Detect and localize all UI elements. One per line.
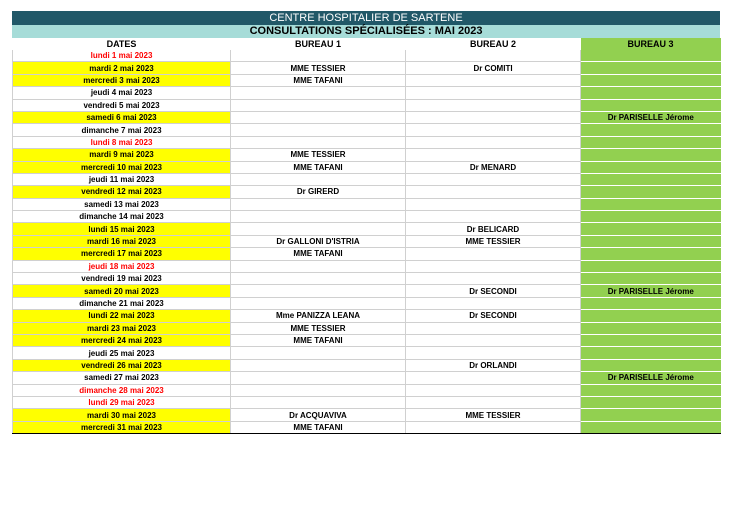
table-row: [13, 359, 721, 371]
bureau-3-cell: [581, 322, 721, 334]
bureau-2-cell: [406, 198, 581, 210]
bureau-1-cell: MME TESSIER: [231, 149, 406, 161]
bureau-2-cell: Dr ORLANDI: [406, 359, 581, 371]
date-cell: dimanche 14 mai 2023: [13, 211, 231, 223]
date-cell: lundi 1 mai 2023: [13, 50, 231, 62]
column-header-dates: DATES: [13, 38, 231, 50]
bureau-1-cell: [231, 297, 406, 309]
bureau-3-cell: [581, 421, 721, 433]
bureau-3-cell: [581, 347, 721, 359]
bureau-1-cell: Dr GALLONI D'ISTRIA: [231, 235, 406, 247]
table-row: [13, 260, 721, 272]
bureau-3-cell: [581, 396, 721, 408]
bureau-1-cell: Dr ACQUAVIVA: [231, 409, 406, 421]
date-cell: vendredi 12 mai 2023: [13, 186, 231, 198]
bureau-2-cell: [406, 384, 581, 396]
bureau-2-cell: [406, 149, 581, 161]
bureau-3-cell: [581, 136, 721, 148]
bureau-3-cell: [581, 99, 721, 111]
table-row: [13, 421, 721, 433]
table-row: [13, 384, 721, 396]
table-row: [13, 211, 721, 223]
date-cell: samedi 13 mai 2023: [13, 198, 231, 210]
table-row: [13, 235, 721, 247]
bureau-3-cell: [581, 50, 721, 62]
bureau-2-cell: Dr COMITI: [406, 62, 581, 74]
table-row: [13, 87, 721, 99]
date-cell: samedi 20 mai 2023: [13, 285, 231, 297]
bureau-1-cell: [231, 285, 406, 297]
date-cell: dimanche 7 mai 2023: [13, 124, 231, 136]
table-row: [13, 124, 721, 136]
bureau-2-cell: Dr BELICARD: [406, 223, 581, 235]
bureau-1-cell: [231, 359, 406, 371]
bureau-1-cell: [231, 211, 406, 223]
table-row: [13, 74, 721, 86]
date-cell: lundi 8 mai 2023: [13, 136, 231, 148]
table-row: [13, 372, 721, 384]
bureau-3-cell: [581, 248, 721, 260]
table-row: [13, 50, 721, 62]
bureau-1-cell: MME TESSIER: [231, 322, 406, 334]
bureau-2-cell: [406, 124, 581, 136]
table-row: [13, 99, 721, 111]
bureau-1-cell: [231, 347, 406, 359]
bureau-1-cell: [231, 99, 406, 111]
date-cell: mercredi 24 mai 2023: [13, 334, 231, 346]
bureau-3-cell: [581, 173, 721, 185]
date-cell: jeudi 18 mai 2023: [13, 260, 231, 272]
date-cell: lundi 15 mai 2023: [13, 223, 231, 235]
bureau-2-cell: [406, 260, 581, 272]
column-header-bureau-1: BUREAU 1: [231, 38, 406, 50]
date-cell: dimanche 28 mai 2023: [13, 384, 231, 396]
bureau-2-cell: Dr MENARD: [406, 161, 581, 173]
bureau-2-cell: MME TESSIER: [406, 409, 581, 421]
bureau-1-cell: MME TAFANI: [231, 161, 406, 173]
table-row: [13, 396, 721, 408]
bureau-1-cell: MME TAFANI: [231, 334, 406, 346]
bureau-1-cell: [231, 111, 406, 123]
date-cell: samedi 27 mai 2023: [13, 372, 231, 384]
bureau-1-cell: [231, 260, 406, 272]
table-row: [13, 198, 721, 210]
bureau-1-cell: MME TAFANI: [231, 421, 406, 433]
table-row: [13, 273, 721, 285]
bureau-1-cell: MME TESSIER: [231, 62, 406, 74]
table-row: [13, 111, 721, 123]
bureau-3-cell: [581, 359, 721, 371]
bureau-1-cell: [231, 384, 406, 396]
bureau-3-cell: [581, 74, 721, 86]
hospital-title: CENTRE HOSPITALIER DE SARTENE: [12, 11, 720, 25]
date-cell: mercredi 17 mai 2023: [13, 248, 231, 260]
column-header-bureau-3: BUREAU 3: [581, 38, 721, 50]
table-row: [13, 161, 721, 173]
bureau-2-cell: [406, 136, 581, 148]
bureau-3-cell: [581, 235, 721, 247]
bureau-3-cell: [581, 409, 721, 421]
bureau-3-cell: [581, 297, 721, 309]
bureau-3-cell: Dr PARISELLE Jérome: [581, 372, 721, 384]
table-row: [13, 297, 721, 309]
bureau-2-cell: [406, 111, 581, 123]
bureau-3-cell: [581, 223, 721, 235]
bureau-2-cell: [406, 322, 581, 334]
bureau-1-cell: MME TAFANI: [231, 74, 406, 86]
table-row: [13, 347, 721, 359]
bureau-1-cell: [231, 273, 406, 285]
date-cell: mardi 30 mai 2023: [13, 409, 231, 421]
table-row: [13, 223, 721, 235]
bureau-3-cell: [581, 211, 721, 223]
date-cell: lundi 22 mai 2023: [13, 310, 231, 322]
table-row: [13, 136, 721, 148]
bureau-2-cell: [406, 372, 581, 384]
bureau-1-cell: [231, 173, 406, 185]
table-row: [13, 186, 721, 198]
bureau-1-cell: [231, 372, 406, 384]
bureau-2-cell: [406, 186, 581, 198]
schedule-rows: [13, 50, 721, 434]
bureau-2-cell: [406, 87, 581, 99]
date-cell: jeudi 4 mai 2023: [13, 87, 231, 99]
bureau-1-cell: [231, 396, 406, 408]
bureau-2-cell: [406, 273, 581, 285]
bureau-2-cell: [406, 347, 581, 359]
bureau-1-cell: [231, 198, 406, 210]
date-cell: samedi 6 mai 2023: [13, 111, 231, 123]
bureau-2-cell: [406, 99, 581, 111]
bureau-3-cell: [581, 87, 721, 99]
header-row: [13, 38, 721, 50]
bureau-1-cell: MME TAFANI: [231, 248, 406, 260]
date-cell: lundi 29 mai 2023: [13, 396, 231, 408]
bureau-3-cell: [581, 260, 721, 272]
bureau-2-cell: Dr SECONDI: [406, 285, 581, 297]
table-row: [13, 285, 721, 297]
bureau-2-cell: [406, 74, 581, 86]
bureau-3-cell: [581, 334, 721, 346]
bureau-1-cell: Mme PANIZZA LEANA: [231, 310, 406, 322]
bureau-1-cell: [231, 223, 406, 235]
date-cell: mardi 23 mai 2023: [13, 322, 231, 334]
bureau-2-cell: [406, 211, 581, 223]
date-cell: mardi 9 mai 2023: [13, 149, 231, 161]
date-cell: mardi 2 mai 2023: [13, 62, 231, 74]
table-row: [13, 173, 721, 185]
table-row: [13, 310, 721, 322]
bureau-2-cell: [406, 50, 581, 62]
table-row: [13, 248, 721, 260]
bureau-3-cell: Dr PARISELLE Jérome: [581, 285, 721, 297]
table-row: [13, 149, 721, 161]
bureau-3-cell: [581, 384, 721, 396]
bureau-3-cell: [581, 273, 721, 285]
date-cell: vendredi 26 mai 2023: [13, 359, 231, 371]
bureau-1-cell: [231, 50, 406, 62]
date-cell: dimanche 21 mai 2023: [13, 297, 231, 309]
date-cell: mercredi 31 mai 2023: [13, 421, 231, 433]
bureau-3-cell: [581, 161, 721, 173]
date-cell: vendredi 5 mai 2023: [13, 99, 231, 111]
bureau-3-cell: [581, 186, 721, 198]
bureau-1-cell: [231, 124, 406, 136]
bureau-3-cell: [581, 149, 721, 161]
bureau-2-cell: Dr SECONDI: [406, 310, 581, 322]
bureau-2-cell: [406, 248, 581, 260]
bureau-2-cell: [406, 297, 581, 309]
date-cell: mardi 16 mai 2023: [13, 235, 231, 247]
bureau-3-cell: [581, 198, 721, 210]
bureau-2-cell: [406, 421, 581, 433]
bureau-2-cell: [406, 334, 581, 346]
bureau-1-cell: [231, 136, 406, 148]
table-row: [13, 322, 721, 334]
date-cell: mercredi 10 mai 2023: [13, 161, 231, 173]
bureau-2-cell: [406, 173, 581, 185]
column-header-bureau-2: BUREAU 2: [406, 38, 581, 50]
bureau-2-cell: MME TESSIER: [406, 235, 581, 247]
bureau-3-cell: [581, 124, 721, 136]
bureau-1-cell: Dr GIRERD: [231, 186, 406, 198]
table-row: [13, 334, 721, 346]
date-cell: jeudi 11 mai 2023: [13, 173, 231, 185]
date-cell: mercredi 3 mai 2023: [13, 74, 231, 86]
bureau-2-cell: [406, 396, 581, 408]
schedule-sheet: [12, 11, 720, 434]
date-cell: jeudi 25 mai 2023: [13, 347, 231, 359]
date-cell: vendredi 19 mai 2023: [13, 273, 231, 285]
consultation-table: [12, 38, 721, 434]
bureau-3-cell: [581, 310, 721, 322]
bureau-3-cell: Dr PARISELLE Jérome: [581, 111, 721, 123]
bureau-3-cell: [581, 62, 721, 74]
bureau-1-cell: [231, 87, 406, 99]
table-row: [13, 62, 721, 74]
schedule-subtitle: CONSULTATIONS SPÉCIALISÉES : MAI 2023: [12, 25, 720, 38]
table-row: [13, 409, 721, 421]
